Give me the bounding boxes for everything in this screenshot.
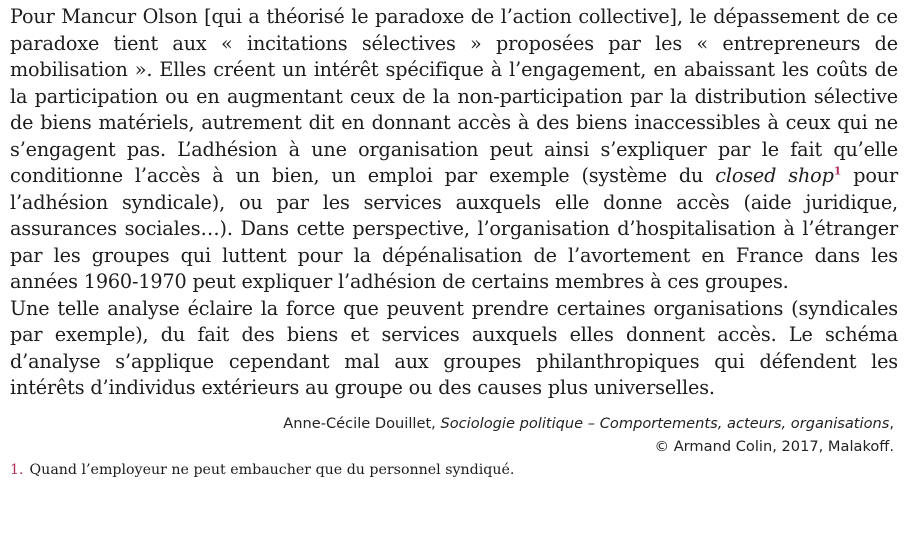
- paragraph-1-text-end: pour l’adhésion syndicale), ou par les services auxquels elle donne accès (aide juridique, assurances sociales…). Dans cette perspective, l’organisation d’hospitalisation à l’étranger par les groupes qui luttent pour la dépénalisation de l’avortement en France dans les années 1960-1970 peut expliquer l’adhésion de certains membres à ces groupes.: [10, 164, 898, 293]
- citation-author-line: [10, 412, 894, 435]
- citation-author: Anne-Cécile Douillet,: [283, 414, 441, 432]
- footnote-number: 1.: [10, 461, 24, 478]
- source-citation: [10, 412, 898, 458]
- paragraph-1-text-start: Pour Mancur Olson [qui a théorisé le paradoxe de l’action collective], le dépassement de ce paradoxe tient aux « incitations sélectives » proposées par les « entrepreneurs de mobilisation ». Elles créent un intérêt spécifique à l’engagement, en abaissant les coûts de la participation ou en augmentant ceux de la non-participation par la distribution sélective de biens matériels, autrement dit en donnant accès à des biens inaccessibles à ceux qui ne s’engagent pas. L’adhésion à une organisation peut ainsi s’expliquer par le fait qu’elle conditionne l’accès à un bien, un emploi par exemple (système du: [10, 5, 898, 187]
- paragraph-1: [10, 4, 898, 296]
- citation-comma: ,: [889, 414, 894, 432]
- footnote: [10, 460, 898, 480]
- italic-term-closed-shop: closed shop: [715, 164, 834, 187]
- citation-book-title: Sociologie politique – Comportements, acteurs, organisations: [440, 414, 890, 432]
- footnote-reference: 1: [833, 164, 842, 178]
- excerpt-body: [10, 4, 898, 402]
- paragraph-2: Une telle analyse éclaire la force que peuvent prendre certaines organisations (syndicales par exemple), du fait des biens et services auxquels elles donnent accès. Le schéma d’analyse s’applique cependant mal aux groupes philanthropiques qui défendent les intérêts d’individus extérieurs au groupe ou des causes plus universelles.: [10, 296, 898, 399]
- footnote-text: Quand l’employeur ne peut embaucher que du personnel syndiqué.: [29, 461, 515, 478]
- citation-publisher: © Armand Colin, 2017, Malakoff.: [654, 437, 894, 455]
